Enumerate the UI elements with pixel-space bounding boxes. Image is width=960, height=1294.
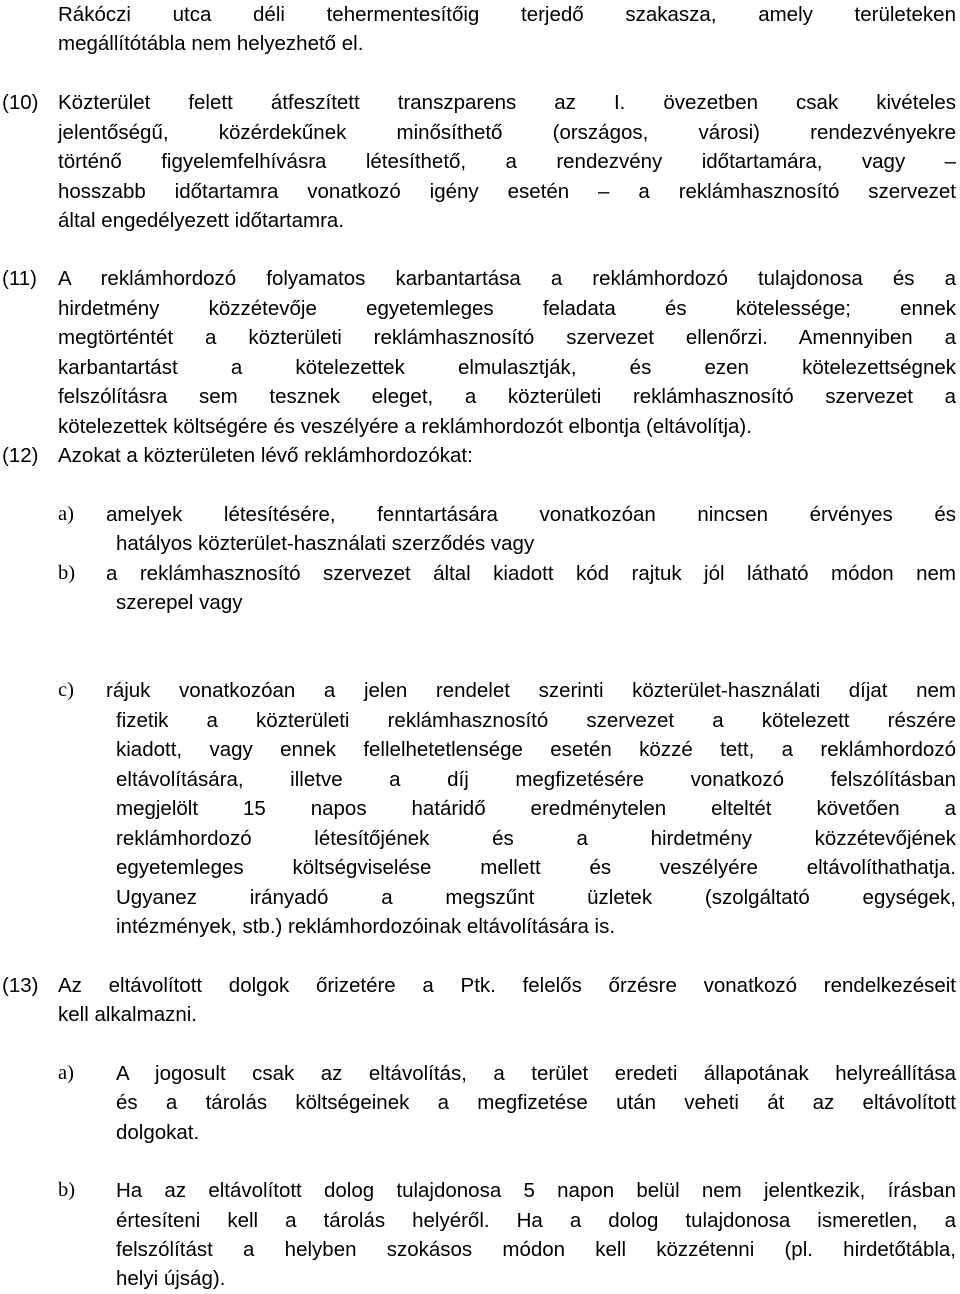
- paragraph-12-item-b-line-1: a reklámhasznosító szervezet által kiadott kód rajtuk jól látható módon nem: [106, 562, 956, 585]
- paragraph-12-item-c-line-6: reklámhordozó létesítőjének és a hirdetmény közzétevőjének: [116, 827, 956, 850]
- paragraph-13-item-a-line-1: A jogosult csak az eltávolítás, a terület eredeti állapotának helyreállítása: [116, 1062, 956, 1085]
- paragraph-11-line-4: karbantartást a kötelezettek elmulasztják, és ezen kötelezettségnek: [58, 356, 956, 379]
- paragraph-10-line-4: hosszabb időtartamra vonatkozó igény esetén – a reklámhasznosító szervezet: [58, 180, 956, 203]
- paragraph-13-label: (13): [2, 974, 39, 997]
- paragraph-11-line-5: felszólításra sem tesznek eleget, a közterületi reklámhasznosító szervezet a: [58, 385, 956, 408]
- paragraph-13-line-1: Az eltávolított dolgok őrizetére a Ptk. felelős őrzésre vonatkozó rendelkezéseit: [58, 974, 956, 997]
- top-line-1: Rákóczi utca déli tehermentesítőig terjedő szakasza, amely területeken: [58, 3, 956, 26]
- paragraph-12-item-c-line-3: kiadott, vagy ennek fellelhetetlensége esetén közzé tett, a reklámhordozó: [116, 738, 956, 761]
- paragraph-11-label: (11): [2, 267, 37, 290]
- paragraph-12-item-b-line-2: szerepel vagy: [116, 591, 243, 614]
- paragraph-13-item-a-line-2: és a tárolás költségeinek a megfizetése után veheti át az eltávolított: [116, 1091, 956, 1114]
- paragraph-13-item-b-line-1: Ha az eltávolított dolog tulajdonosa 5 napon belül nem jelentkezik, írásban: [116, 1179, 956, 1202]
- paragraph-11-line-2: hirdetmény közzétevője egyetemleges feladata és kötelessége; ennek: [58, 297, 956, 320]
- paragraph-12-item-c-line-8: Ugyanez irányadó a megszűnt üzletek (szolgáltató egységek,: [116, 886, 956, 909]
- paragraph-13-item-b-line-2: értesíteni kell a tárolás helyéről. Ha a dolog tulajdonosa ismeretlen, a: [116, 1209, 956, 1232]
- paragraph-12-item-c-line-7: egyetemleges költségviselése mellett és veszélyére eltávolíthathatja.: [116, 856, 956, 879]
- paragraph-13-item-a-marker: a): [58, 1062, 74, 1084]
- paragraph-11-line-1: A reklámhordozó folyamatos karbantartása a reklámhordozó tulajdonosa és a: [58, 267, 956, 290]
- paragraph-12-item-a-marker: a): [58, 503, 74, 525]
- paragraph-11-line-3: megtörténtét a közterületi reklámhasznosító szervezet ellenőrzi. Amennyiben a: [58, 326, 956, 349]
- paragraph-11-line-6: kötelezettek költségére és veszélyére a reklámhordozót elbontja (eltávolítja).: [58, 415, 752, 438]
- paragraph-10-label: (10): [2, 91, 39, 114]
- paragraph-12-item-c-marker: c): [58, 679, 74, 701]
- paragraph-12-item-c-line-4: eltávolítására, illetve a díj megfizetésére vonatkozó felszólításban: [116, 768, 956, 791]
- paragraph-13-item-b-marker: b): [58, 1179, 76, 1201]
- paragraph-12-item-c-line-9: intézmények, stb.) reklámhordozóinak eltávolítására is.: [116, 915, 616, 938]
- paragraph-12-item-b-marker: b): [58, 562, 76, 584]
- paragraph-12-label: (12): [2, 444, 39, 467]
- paragraph-13-item-b-line-4: helyi újság).: [116, 1267, 226, 1290]
- paragraph-12-item-a-line-1: amelyek létesítésére, fenntartására vonatkozóan nincsen érvényes és: [106, 503, 956, 526]
- paragraph-13-item-b-line-3: felszólítást a helyben szokásos módon kell közzétenni (pl. hirdetőtábla,: [116, 1238, 956, 1261]
- top-line-2: megállítótábla nem helyezhető el.: [58, 32, 364, 55]
- paragraph-10-line-2: jelentőségű, közérdekűnek minősíthető (országos, városi) rendezvényekre: [58, 121, 956, 144]
- paragraph-12-intro: Azokat a közterületen lévő reklámhordozókat:: [58, 444, 473, 467]
- paragraph-12-item-c-line-1: rájuk vonatkozóan a jelen rendelet szerinti közterület-használati díjat nem: [106, 679, 956, 702]
- paragraph-12-item-c-line-2: fizetik a közterületi reklámhasznosító szervezet a kötelezett részére: [116, 709, 956, 732]
- paragraph-10-line-5: által engedélyezett időtartamra.: [58, 209, 345, 232]
- paragraph-10-line-3: történő figyelemfelhívásra létesíthető, a rendezvény időtartamára, vagy –: [58, 150, 956, 173]
- paragraph-12-item-a-line-2: hatályos közterület-használati szerződés vagy: [116, 532, 535, 555]
- paragraph-10-line-1: Közterület felett átfeszített transzparens az I. övezetben csak kivételes: [58, 91, 956, 114]
- paragraph-13-item-a-line-3: dolgokat.: [116, 1121, 200, 1144]
- paragraph-12-item-c-line-5: megjelölt 15 napos határidő eredménytelen elteltét követően a: [116, 797, 956, 820]
- paragraph-13-line-2: kell alkalmazni.: [58, 1003, 197, 1026]
